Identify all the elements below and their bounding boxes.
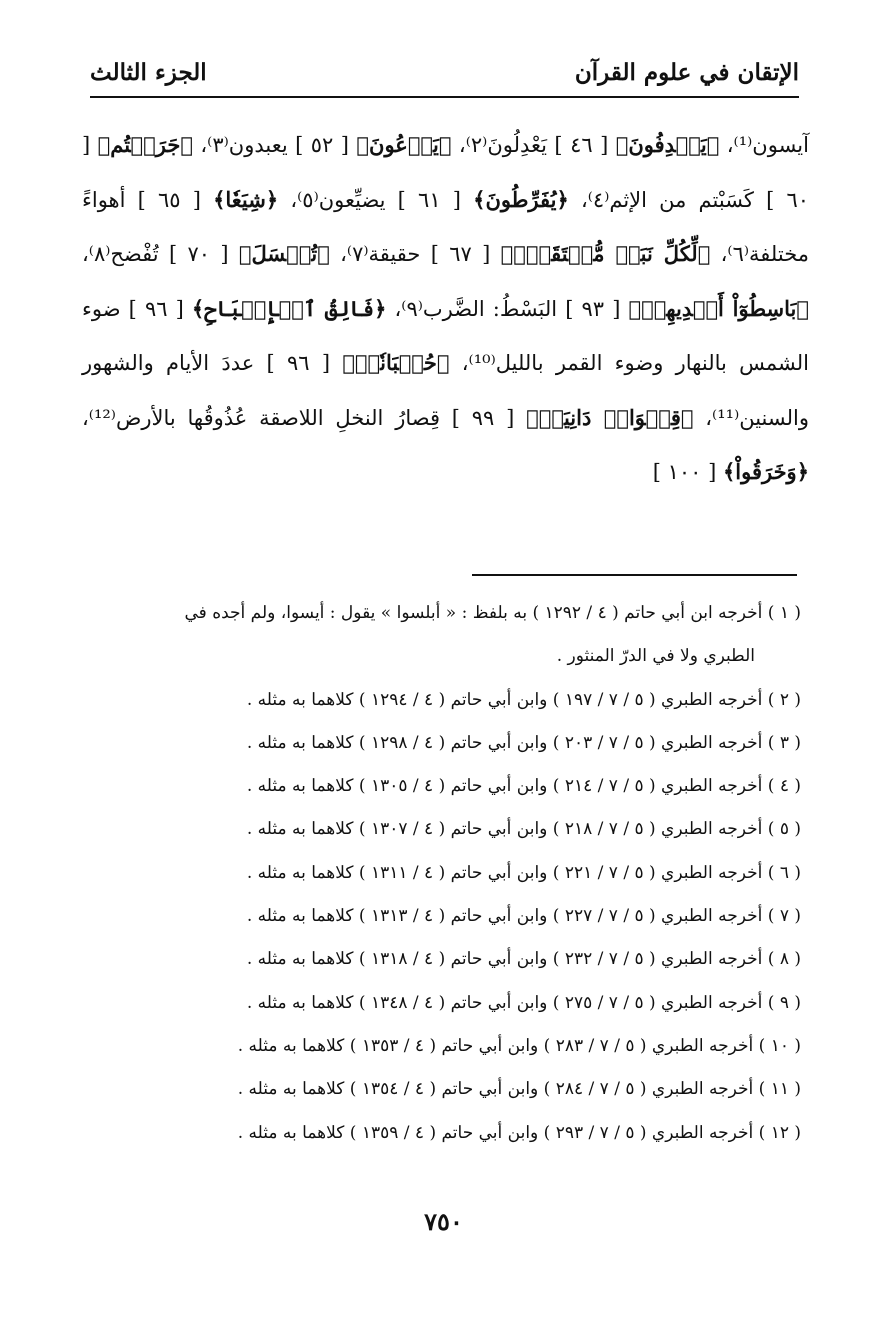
footnote-separator	[472, 574, 797, 576]
footnote-number: ( ٩ )	[767, 992, 801, 1013]
footnote	[84, 938, 801, 981]
footnote	[84, 982, 801, 1025]
text-segment: [ ٩٦ ] ضوء الشمس بالنهار وضوء القمر بالليل⁽¹⁰⁾،	[82, 296, 809, 375]
footnote-number: ( ٧ )	[767, 906, 801, 927]
quran-verse: ﴿تُبۡسَلَ﴾	[238, 241, 330, 266]
footnote	[84, 592, 801, 635]
text-segment: آيسون⁽¹⁾،	[719, 133, 809, 157]
footnote-number: ( ١٠ )	[758, 1035, 801, 1056]
footnote-text: أخرجه الطبري ( ٥ / ٧ / ٢٢٧ ) وابن أبي حاتم ( ٤ / ١٣١٣ ) كلاهما به مثله .	[246, 906, 763, 927]
text-segment: [ ٧٠ ] تُفْضح⁽٨⁾،	[82, 242, 239, 266]
text-segment: [ ٩٣ ] البَسْطُ: الضَّرب⁽٩⁾،	[386, 296, 629, 321]
quran-verse: ﴿يَدۡعُونَ﴾	[356, 132, 452, 157]
quran-verse: ﴿لِّكُلِّ نَبَإٖ مُّسۡتَقَرّٞ﴾	[500, 241, 711, 266]
footnote	[84, 895, 801, 938]
volume-label: الجزء الثالث	[90, 58, 207, 86]
footnote-number: ( ٨ )	[767, 949, 801, 970]
footnote-text: أخرجه الطبري ( ٥ / ٧ / ٢٨٣ ) وابن أبي حاتم ( ٤ / ١٣٥٣ ) كلاهما به مثله .	[237, 1035, 754, 1056]
footnote-text: أخرجه الطبري ( ٥ / ٧ / ٢١٨ ) وابن أبي حاتم ( ٤ / ١٣٠٧ ) كلاهما به مثله .	[246, 819, 763, 840]
footnote	[84, 1025, 801, 1068]
quran-verse: ﴿يَصۡدِفُونَ﴾	[615, 132, 720, 157]
footnote-number: ( ٢ )	[767, 689, 801, 710]
quran-verse: ﴿فَالِقُ ٱلۡإِصۡبَاحِ﴾	[191, 295, 387, 321]
running-header	[90, 48, 799, 98]
footnote-text: أخرجه الطبري ( ٥ / ٧ / ١٩٧ ) وابن أبي حاتم ( ٤ / ١٢٩٤ ) كلاهما به مثله .	[246, 689, 763, 710]
text-segment: [ ٦١ ] يضيِّعون⁽٥⁾،	[278, 187, 474, 212]
quran-verse: ﴿قِنۡوَانٞ دَانِيَةٞ﴾	[526, 404, 694, 430]
text-segment: [ ٥٢ ] يعبدون⁽٣⁾،	[192, 133, 357, 157]
text-segment: [ ٤٦ ] يَعْدِلُونَ⁽٢⁾،	[451, 133, 616, 157]
footnote-text: أخرجه ابن أبي حاتم ( ٤ / ١٢٩٢ ) به بلفظ : « أبلسوا » يقول : أيسوا، ولم أجده في	[184, 603, 763, 623]
quran-verse: ﴿وَخَرَقُواْ﴾	[722, 459, 809, 484]
quran-verse: ﴿حُسۡبَانٗاۚ﴾	[342, 350, 450, 375]
footnote	[84, 679, 801, 722]
footnote-text: أخرجه الطبري ( ٥ / ٧ / ٢٠٣ ) وابن أبي حاتم ( ٤ / ١٢٩٨ ) كلاهما به مثله .	[246, 732, 763, 753]
footnote-number: ( ٥ )	[767, 819, 801, 840]
quran-verse: ﴿يُفَرِّطُونَ﴾	[473, 186, 569, 212]
footnote	[84, 1112, 801, 1155]
quran-verse: ﴿جَرَحۡتُم﴾	[97, 132, 193, 157]
footnote	[84, 722, 801, 765]
text-segment: [ ١٠٠ ]	[652, 460, 723, 484]
footnote-number: ( ٤ )	[767, 776, 801, 797]
text-segment: [ ٩٩ ] قِصارُ النخلِ اللاصقة عُذُوقُها بالأرض⁽¹²⁾،	[82, 405, 527, 430]
footnote	[84, 1068, 801, 1111]
footnote-text: أخرجه الطبري ( ٥ / ٧ / ٢١٤ ) وابن أبي حاتم ( ٤ / ١٣٠٥ ) كلاهما به مثله .	[246, 776, 763, 797]
text-segment: [ ٦٧ ] حقيقة⁽٧⁾،	[329, 242, 501, 266]
quran-verse: ﴿شِيَعٗا﴾	[213, 186, 279, 212]
text-segment: [ ٩٦ ] عددَ الأيام والشهور والسنين⁽¹¹⁾،	[82, 351, 809, 430]
footnote-text: أخرجه الطبري ( ٥ / ٧ / ٢٩٣ ) وابن أبي حاتم ( ٤ / ١٣٥٩ ) كلاهما به مثله .	[237, 1122, 754, 1143]
text-segment: [ ٦٠ ] كَسَبْتم من الإثم⁽٤⁾،	[82, 133, 810, 212]
footnotes	[84, 592, 801, 1155]
footnote-number: ( ١ )	[767, 603, 801, 623]
book-title: الإتقان في علوم القرآن	[574, 58, 799, 86]
footnote	[84, 765, 801, 808]
text-segment: [ ٦٥ ] أهواءً مختلفة⁽٦⁾،	[82, 187, 810, 266]
quran-verse: ﴿بَاسِطُوٓاْ أَيۡدِيهِمۡ﴾	[628, 295, 809, 321]
footnote	[84, 808, 801, 851]
footnote-number: ( ٣ )	[767, 732, 801, 753]
footnote-text: أخرجه الطبري ( ٥ / ٧ / ٢٣٢ ) وابن أبي حاتم ( ٤ / ١٣١٨ ) كلاهما به مثله .	[246, 949, 763, 970]
footnote-number: ( ٦ )	[767, 862, 801, 883]
footnote	[84, 852, 801, 895]
footnote-number: ( ١١ )	[758, 1079, 801, 1100]
main-text	[82, 118, 809, 500]
footnote-text: أخرجه الطبري ( ٥ / ٧ / ٢٢١ ) وابن أبي حاتم ( ٤ / ١٣١١ ) كلاهما به مثله .	[246, 862, 763, 883]
footnote-text: أخرجه الطبري ( ٥ / ٧ / ٢٨٤ ) وابن أبي حاتم ( ٤ / ١٣٥٤ ) كلاهما به مثله .	[237, 1079, 754, 1100]
footnote-number: ( ١٢ )	[758, 1122, 801, 1143]
footnote-text: أخرجه الطبري ( ٥ / ٧ / ٢٧٥ ) وابن أبي حاتم ( ٤ / ١٣٤٨ ) كلاهما به مثله .	[246, 992, 763, 1013]
footnote-continuation: الطبري ولا في الدرّ المنثور .	[556, 646, 755, 667]
page-number: ٧٥٠	[424, 1207, 463, 1236]
